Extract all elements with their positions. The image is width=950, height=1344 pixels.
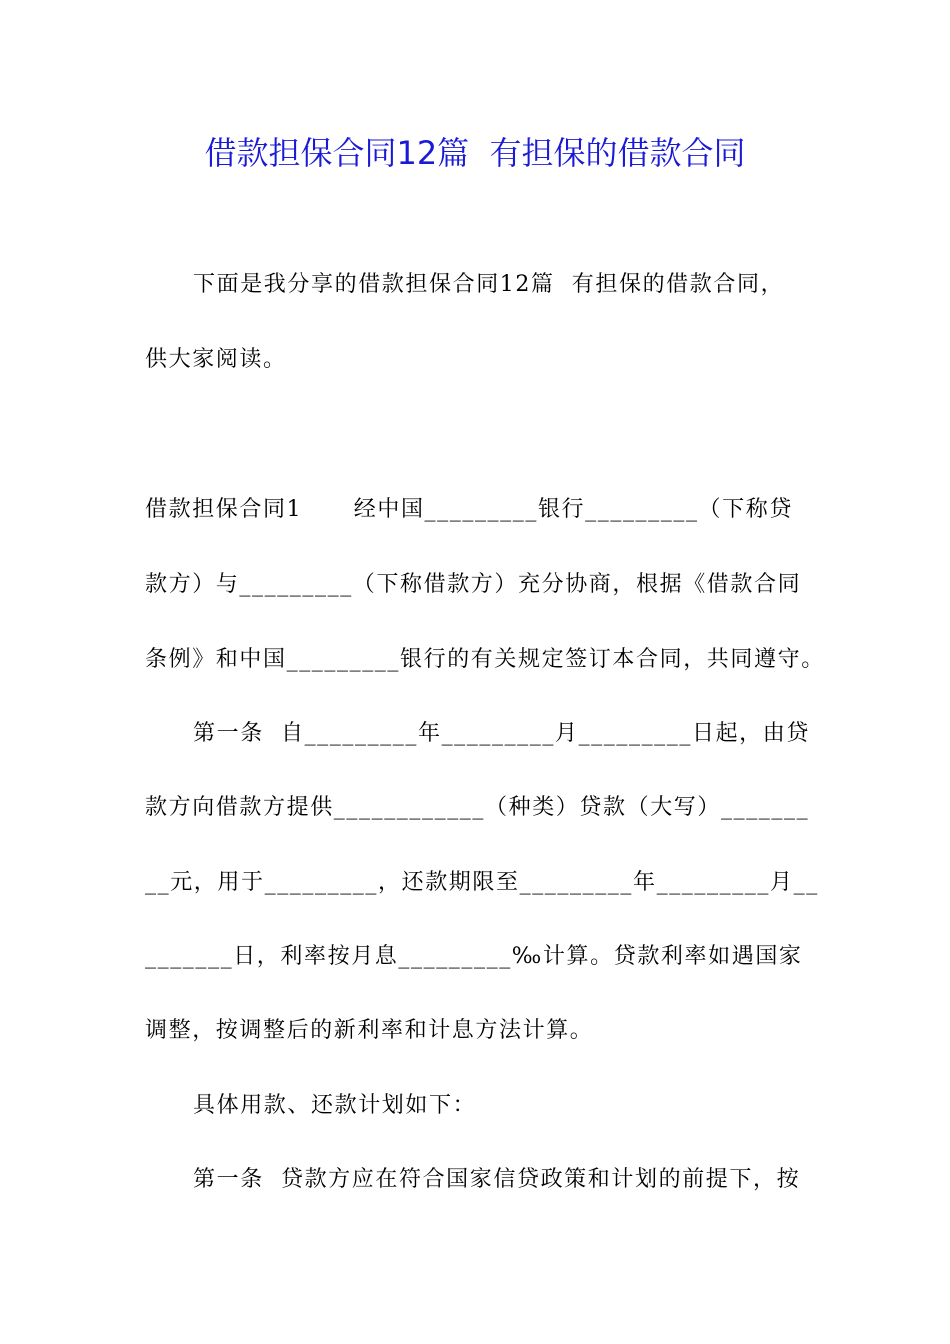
body-line-10: 第一条 贷款方应在符合国家信贷政策和计划的前提下，按 [193, 1167, 801, 1192]
body-line-9: 具体用款、还款计划如下： [193, 1093, 477, 1118]
body-line-7: _______日，利率按月息_________‰计算。贷款利率如遇国家 [145, 944, 803, 969]
body-line-5: 款方向借款方提供____________（种类）贷款（大写）_______ [145, 795, 810, 820]
body-line-2: 款方）与_________（下称借款方）充分协商，根据《借款合同 [145, 572, 802, 597]
body-line-6: __元，用于_________，还款期限至_________年_________月__ [145, 870, 819, 895]
body-line-4: 第一条 自_________年_________月_________日起，由贷 [193, 721, 810, 746]
body-line-8: 调整，按调整后的新利率和计息方法计算。 [145, 1018, 594, 1043]
document-title: 借款担保合同12篇 有担保的借款合同 [204, 134, 746, 172]
intro-line-1: 下面是我分享的借款担保合同12篇 有担保的借款合同， [193, 272, 785, 297]
body-line-3: 条例》和中国_________银行的有关规定签订本合同，共同遵守。 [145, 647, 825, 672]
body-line-1: 借款担保合同1 经中国_________银行_________（下称贷 [145, 497, 793, 522]
intro-line-2: 供大家阅读。 [145, 347, 287, 372]
